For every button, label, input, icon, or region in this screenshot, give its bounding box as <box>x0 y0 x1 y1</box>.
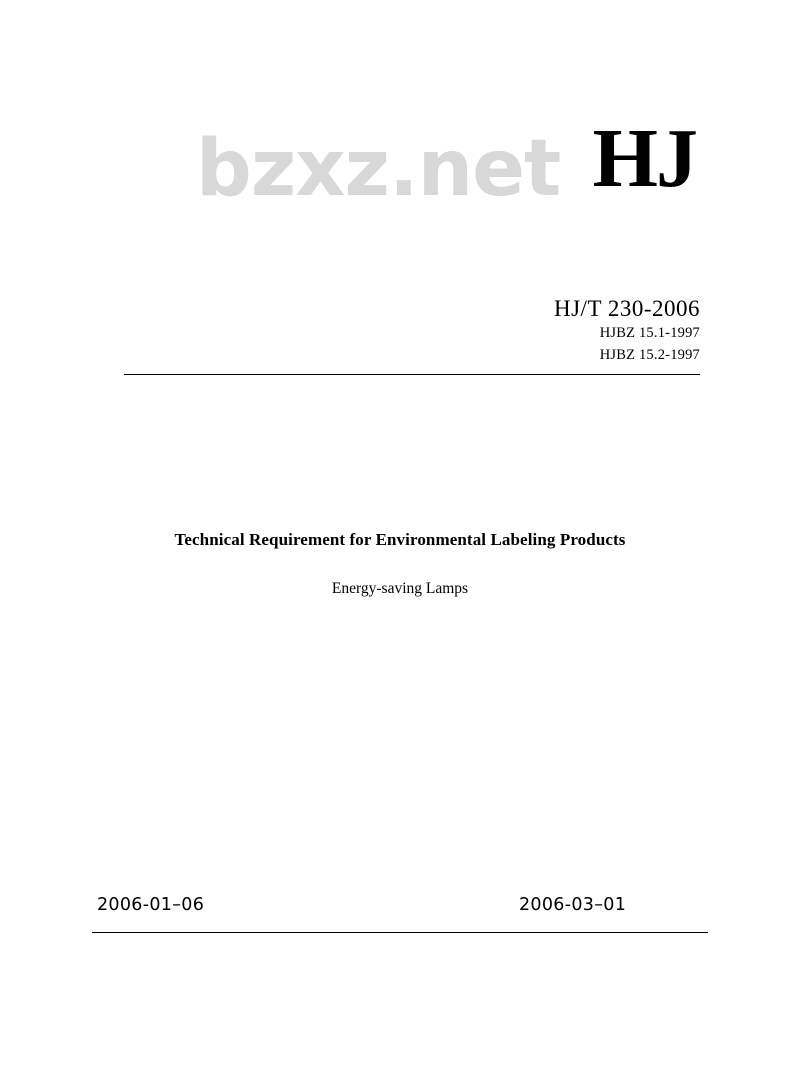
standard-number: HJ/T 230-2006 <box>554 296 700 321</box>
footer-divider-rule <box>92 932 708 933</box>
issue-date: 2006-01–06 <box>97 895 205 915</box>
replaced-standard-1: HJBZ 15.1-1997 <box>599 325 700 342</box>
standard-number-block <box>280 296 700 364</box>
header-divider-rule <box>124 374 700 375</box>
page-title: Technical Requirement for Environmental Labeling Products <box>174 530 626 549</box>
watermark-text: bzxz.net <box>196 124 561 214</box>
replaced-standard-2: HJBZ 15.2-1997 <box>599 346 700 363</box>
effective-date: 2006-03–01 <box>519 895 627 915</box>
page-subtitle: Energy-saving Lamps <box>331 580 469 597</box>
standard-mark-logo: HJ <box>592 112 696 205</box>
